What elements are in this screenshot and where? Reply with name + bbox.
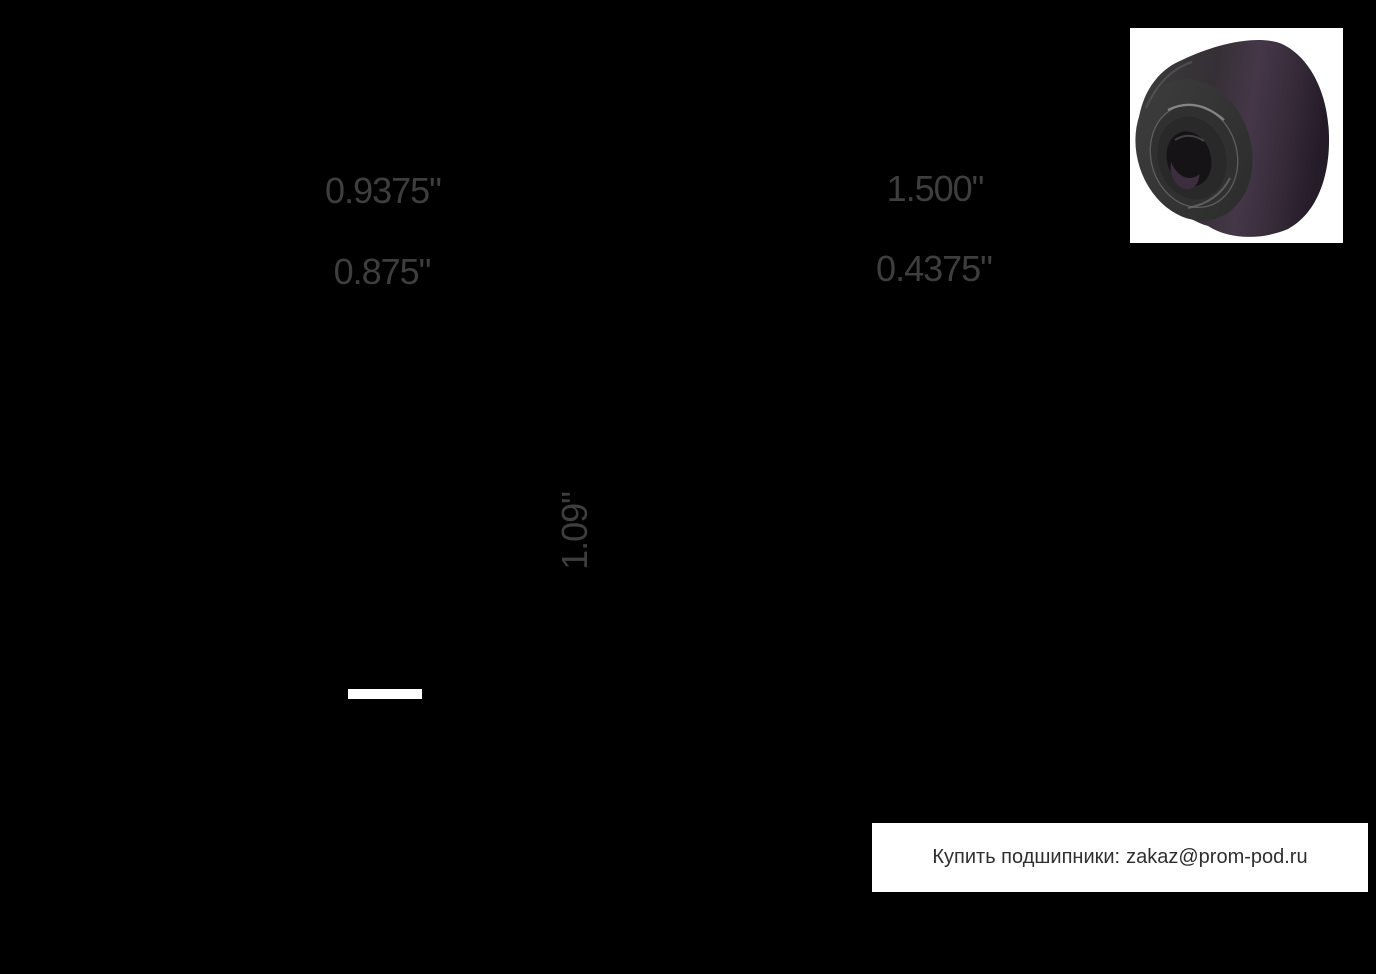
footer-contact-label: Купить подшипники: — [932, 846, 1121, 868]
contact-email-link[interactable]: zakaz@prom-pod.ru — [1126, 846, 1308, 868]
footer-contact-text — [932, 846, 1307, 869]
scale-bar — [348, 689, 422, 699]
product-thumbnail — [1130, 28, 1343, 243]
dimension-label-1-09: 1.09" — [554, 492, 595, 570]
dimension-label-0-4375: 0.4375" — [876, 248, 992, 289]
dimension-label-1-500: 1.500" — [886, 168, 984, 209]
dimension-label-0-875: 0.875" — [333, 251, 431, 292]
footer-contact-banner — [872, 823, 1368, 892]
dimension-label-0-9375: 0.9375" — [325, 170, 441, 211]
cam-follower-bearing-3d-render-icon — [1130, 28, 1343, 243]
